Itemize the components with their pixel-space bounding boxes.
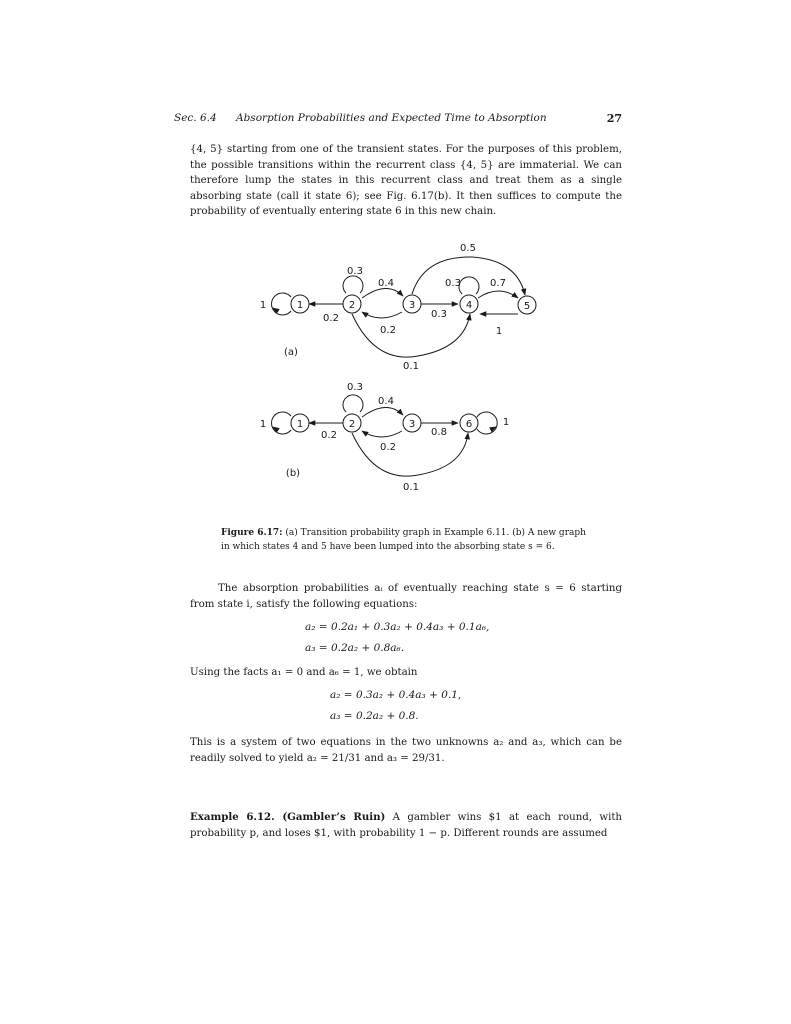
a-self-loop-1 bbox=[272, 293, 291, 315]
section-number: Sec. 6.4 bbox=[174, 112, 217, 124]
edge-label: 0.2 bbox=[380, 442, 396, 453]
running-header bbox=[174, 112, 622, 126]
transition-graphs bbox=[250, 236, 550, 498]
b-state-label: 1 bbox=[296, 419, 304, 430]
edge-label: 0.4 bbox=[378, 278, 394, 289]
caption-text: (a) Transition probability graph in Example 6.11. (b) A new graph in which states 4 and 5 have been lumped into the absorbing state s = 6. bbox=[221, 528, 586, 552]
edge-label: 0.4 bbox=[378, 396, 394, 407]
edge-label: 0.1 bbox=[403, 482, 419, 493]
example-title: Example 6.12. (Gambler’s Ruin) bbox=[190, 811, 386, 823]
equation: a₂ = 0.2a₁ + 0.3a₂ + 0.4a₃ + 0.1a₆, bbox=[305, 621, 490, 633]
b-state-label: 2 bbox=[348, 419, 356, 430]
b-edge-2-6 bbox=[352, 433, 468, 476]
b-state-label: 3 bbox=[408, 419, 416, 430]
b-edge-2-3 bbox=[362, 407, 403, 417]
a-state-label: 3 bbox=[408, 300, 416, 311]
edge-label: 0.8 bbox=[431, 427, 447, 438]
a-self-loop-4 bbox=[459, 277, 479, 294]
a-state-label: 1 bbox=[296, 300, 304, 311]
edge-label: 0.3 bbox=[431, 309, 447, 320]
edge-label: 0.2 bbox=[321, 430, 337, 441]
example-6-12 bbox=[190, 810, 622, 841]
caption-label: Figure 6.17: bbox=[221, 528, 283, 538]
a-state-label: 4 bbox=[465, 300, 473, 311]
edge-label: 0.2 bbox=[380, 325, 396, 336]
b-state-label: 6 bbox=[465, 419, 473, 430]
a-edge-2-3 bbox=[362, 288, 403, 298]
edge-label: 0.5 bbox=[460, 243, 476, 254]
a-state-label: 5 bbox=[523, 301, 531, 312]
figure-caption bbox=[221, 527, 591, 554]
equation: a₂ = 0.3a₂ + 0.4a₃ + 0.1, bbox=[330, 689, 462, 701]
diagram-b-label: (b) bbox=[285, 468, 301, 479]
figure-6-17 bbox=[250, 236, 550, 498]
edge-label: 1 bbox=[259, 419, 267, 430]
edge-label: 1 bbox=[259, 300, 267, 311]
b-self-loop-6 bbox=[477, 412, 497, 434]
facts-line: Using the facts a₁ = 0 and a₆ = 1, we obtain bbox=[190, 667, 418, 678]
edge-label: 0.1 bbox=[403, 361, 419, 372]
page-number: 27 bbox=[606, 112, 622, 125]
a-edge-3-2 bbox=[362, 312, 402, 318]
edge-label: 0.3 bbox=[347, 266, 363, 277]
example-text: A gambler wins $1 at each round, with probability p, and loses $1, with probability 1 − p. Different rounds are assumed bbox=[190, 812, 622, 839]
equation: a₃ = 0.2a₂ + 0.8. bbox=[330, 710, 419, 722]
b-self-loop-1 bbox=[272, 412, 291, 434]
intro-paragraph: {4, 5} starting from one of the transient states. For the purposes of this problem, the possible transitions within the recurrent class {4, 5} are immaterial. We can therefore lump the states in this recurrent class and treat them as a single absorbing state (call it state 6); see Fig. 6.17(b). It then suffices to compute the probability of eventually entering state 6 in this new chain. bbox=[190, 144, 622, 218]
edge-label: 1 bbox=[495, 326, 503, 337]
equation: a₃ = 0.2a₂ + 0.8a₆. bbox=[305, 642, 405, 654]
b-self-loop-2 bbox=[343, 395, 363, 412]
a-self-loop-2 bbox=[343, 276, 363, 293]
a-edge-2-4 bbox=[352, 314, 470, 357]
a-edge-3-5 bbox=[412, 257, 525, 295]
edge-label: 0.7 bbox=[490, 278, 506, 289]
diagram-a-label: (a) bbox=[284, 347, 298, 358]
a-state-label: 2 bbox=[348, 300, 356, 311]
absorption-paragraph: The absorption probabilities aᵢ of eventually reaching state s = 6 starting from state i, satisfy the following equations: bbox=[190, 583, 622, 610]
edge-label: 1 bbox=[502, 417, 510, 428]
solution-paragraph: This is a system of two equations in the two unknowns a₂ and a₃, which can be readily solved to yield a₂ = 21/31 and a₃ = 29/31. bbox=[190, 737, 622, 764]
b-edge-3-2 bbox=[362, 431, 402, 437]
section-title: Absorption Probabilities and Expected Time to Absorption bbox=[236, 112, 547, 124]
edge-label: 0.3 bbox=[445, 278, 461, 289]
edge-label: 0.3 bbox=[347, 382, 363, 393]
a-edge-4-5 bbox=[478, 291, 518, 298]
edge-label: 0.2 bbox=[323, 313, 339, 324]
